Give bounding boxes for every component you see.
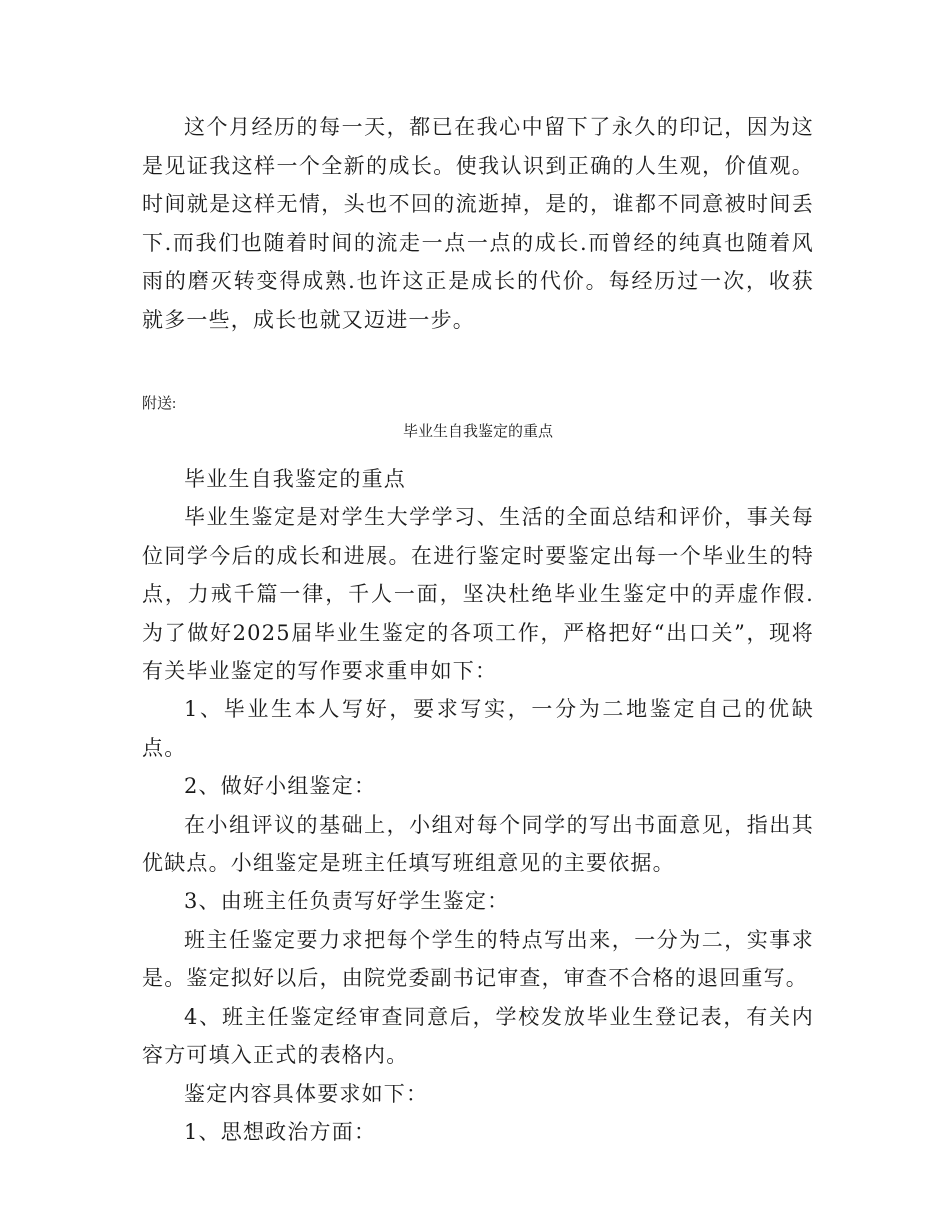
requirement-item: 1、毕业生本人写好，要求写实，一分为二地鉴定自己的优缺点。	[142, 697, 814, 760]
body-paragraph: 毕业生鉴定是对学生大学学习、生活的全面总结和评价，事关每位同学今后的成长和进展。在进行鉴定时要鉴定出每一个毕业生的特点，力戒千篇一律，千人一面，坚决杜绝毕业生鉴定中的弄虚作假.为了做好2025届毕业生鉴定的各项工作，严格把好“出口关”，现将有关毕业鉴定的写作要求重申如下：	[142, 505, 814, 684]
requirement-item: 4、班主任鉴定经审查同意后，学校发放毕业生登记表，有关内容方可填入正式的表格内。	[142, 1004, 814, 1068]
section-heading: 毕业生自我鉴定的重点	[184, 467, 406, 491]
intro-paragraph: 这个月经历的每一天，都已在我心中留下了永久的印记，因为这是见证我这样一个全新的成长。使我认识到正确的人生观，价值观。时间就是这样无情，头也不回的流逝掉，是的，谁都不同意被时间丢下.而我们也随着时间的流走一点一点的成长.而曾经的纯真也随着风雨的磨灭转变得成熟.也许这正是成长的代价。每经历过一次，收获就多一些，成长也就又迈进一步。	[142, 115, 814, 332]
body-paragraph: 在小组评议的基础上，小组对每个同学的写出书面意见，指出其优缺点。小组鉴定是班主任填写班组意见的主要依据。	[142, 812, 814, 876]
intro-section	[142, 108, 814, 339]
body-paragraph: 鉴定内容具体要求如下：	[184, 1081, 429, 1106]
attachment-label: 附送:	[142, 396, 177, 412]
attachment-title: 毕业生自我鉴定的重点	[402, 424, 553, 440]
requirement-item: 3、由班主任负责写好学生鉴定：	[184, 889, 510, 914]
body-paragraph: 班主任鉴定要力求把每个学生的特点写出来，一分为二，实事求是。鉴定拟好以后，由院党委副书记审查，审查不合格的退回重写。	[142, 927, 814, 991]
requirement-item: 1、思想政治方面：	[184, 1119, 377, 1144]
requirement-item: 2、做好小组鉴定：	[184, 774, 377, 799]
attachment-body	[142, 460, 814, 1151]
